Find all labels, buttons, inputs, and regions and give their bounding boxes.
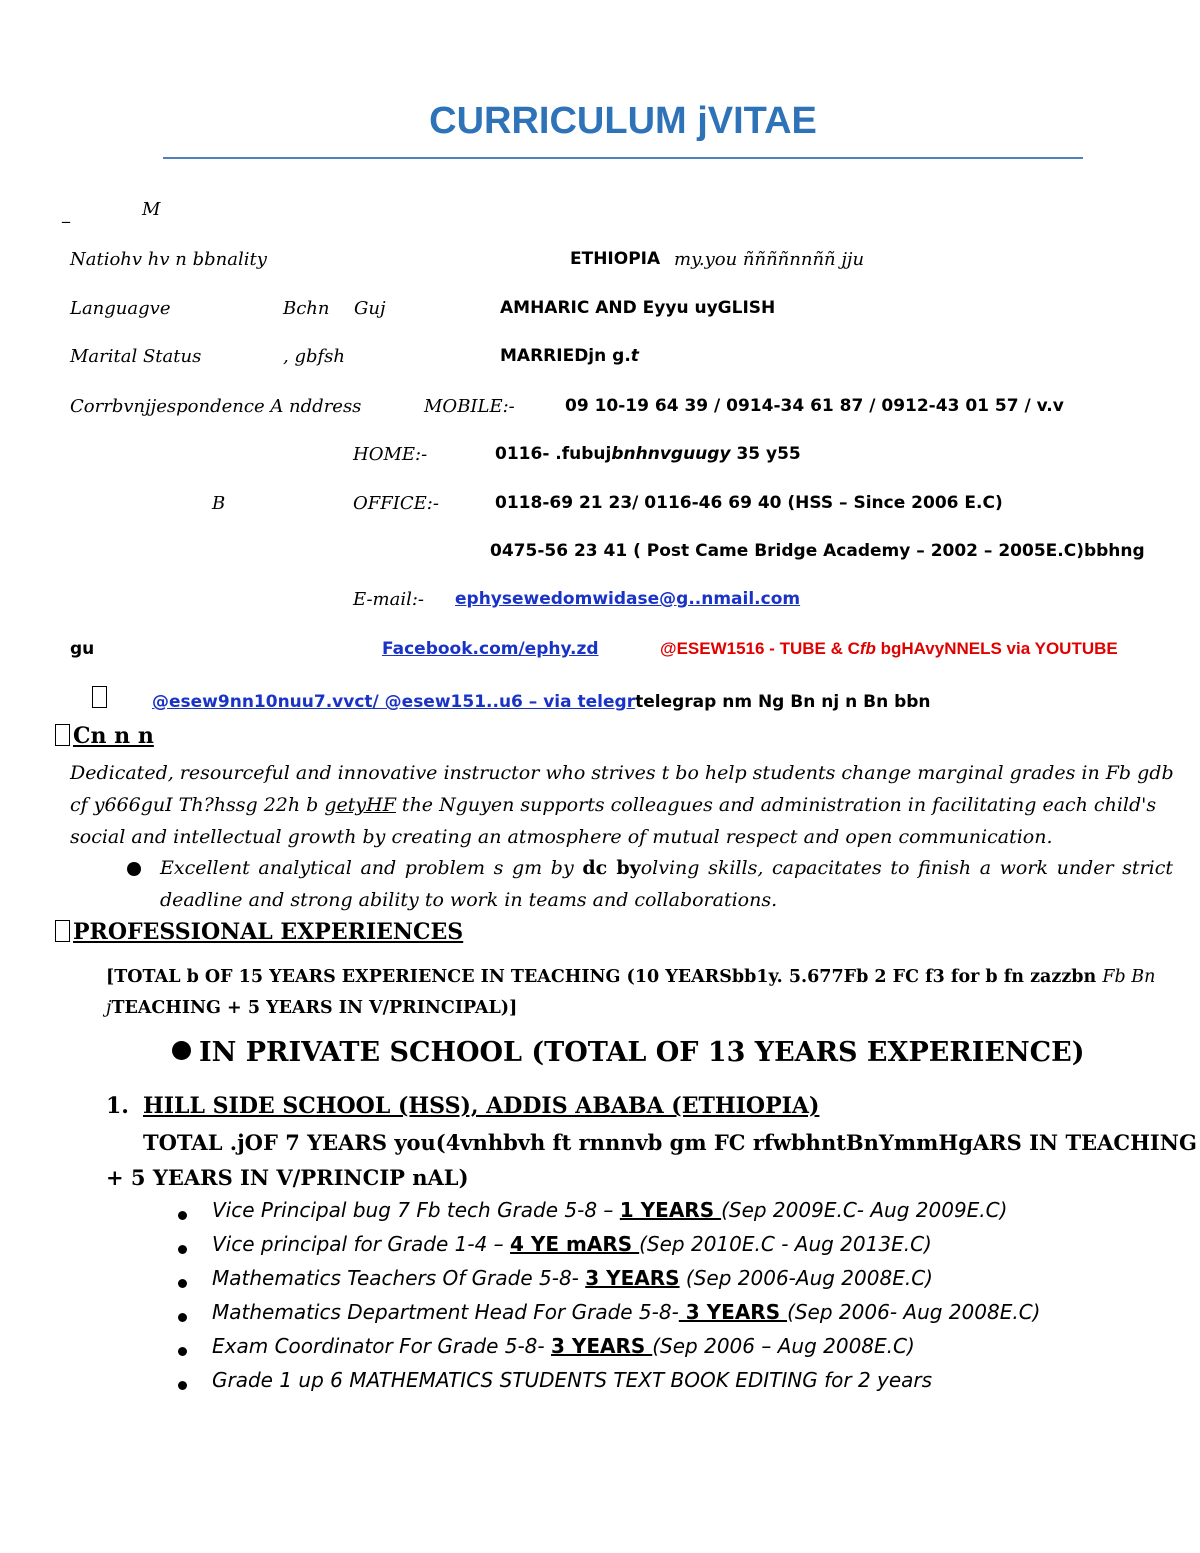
- school-total: TOTAL .jOF 7 YEARS you(4vnhbvh ft rnnnvb gm FC rfwbhntBnYmmHgARS IN TEACHING: [143, 1130, 1197, 1155]
- private-bullet-icon: [172, 1041, 191, 1060]
- role-item: Vice Principal bug 7 Fb tech Grade 5-8 – 1 YEARS (Sep 2009E.C- Aug 2009E.C): [212, 1198, 1008, 1222]
- office-value-2: 0475-56 23 41 ( Post Came Bridge Academy – 2002 – 2005E.C)bbhng: [490, 541, 1145, 561]
- telegram-icon: [92, 686, 110, 709]
- objective-bullet: Excellent analytical and problem s gm by dc byolving skills, capacitates to finish a work under strict deadline and strong ability to work in teams and collaborations.: [160, 857, 1173, 911]
- role-item: Mathematics Department Head For Grade 5-8- 3 YEARS (Sep 2006- Aug 2008E.C): [212, 1300, 1041, 1324]
- facebook-link[interactable]: Facebook.com/ephy.zd: [382, 639, 599, 659]
- marital-label: Marital Status: [70, 346, 202, 367]
- section-box-icon: [55, 724, 70, 746]
- youtube-italic: fb: [859, 639, 876, 658]
- b-letter: B: [212, 493, 226, 514]
- role-bullet-icon: [178, 1381, 187, 1390]
- experience-heading: PROFESSIONAL EXPERIENCES: [73, 919, 464, 945]
- section-box-icon-2: [55, 920, 70, 942]
- language-label: Languagve: [70, 298, 171, 319]
- email-link[interactable]: ephysewedomwidase@g..nmail.com: [455, 589, 801, 609]
- dash-mark: _: [62, 204, 70, 223]
- role-bullet-icon: [178, 1245, 187, 1254]
- marital-mid: , gbfsh: [283, 346, 345, 367]
- office-value: 0118-69 21 23/ 0116-46 69 40 (HSS – Since 2006 E.C): [495, 493, 1003, 513]
- experience-summary: [TOTAL b OF 15 YEARS EXPERIENCE IN TEACHING (10 YEARSbb1y. 5.677Fb 2 FC f3 for b fn zazzbn Fb Bn jTEACHING + 5 YEARS IN V/PRINCIPAL)]: [106, 967, 1156, 1018]
- nationality-extra: my.you ññññnnññ jju: [674, 249, 865, 270]
- role-bullet-icon: [178, 1279, 187, 1288]
- address-label: Corrbvnjjespondence A nddress: [70, 396, 362, 417]
- title-underline: [163, 157, 1083, 159]
- objective-heading: Cn n n: [73, 723, 154, 749]
- school-total-2: + 5 YEARS IN V/PRINCIP nAL): [106, 1165, 469, 1190]
- nationality-value: ETHIOPIA: [570, 249, 661, 269]
- telegram-link[interactable]: @esew9nn10nuu7.vvct/ @esew151..u6 – via telegr: [152, 692, 636, 712]
- language-mid2: Guj: [354, 298, 386, 319]
- home-value-a: 0116- .fubuj: [495, 444, 612, 464]
- role-item: Mathematics Teachers Of Grade 5-8- 3 YEARS (Sep 2006-Aug 2008E.C): [212, 1266, 933, 1290]
- youtube-text: @ESEW1516 - TUBE & C: [660, 639, 860, 658]
- m-mark: M: [142, 199, 161, 220]
- school-name: HILL SIDE SCHOOL (HSS), ADDIS ABABA (ETHIOPIA): [142, 1093, 820, 1119]
- language-mid1: Bchn: [283, 298, 330, 319]
- bullet-icon: [127, 861, 141, 880]
- telegram-rest: telegrap nm Ng Bn nj n Bn bbn: [635, 692, 931, 712]
- home-value-c: 35 y55: [730, 444, 801, 464]
- role-item: Exam Coordinator For Grade 5-8- 3 YEARS (Sep 2006 – Aug 2008E.C): [212, 1334, 915, 1358]
- role-bullet-icon: [178, 1347, 187, 1356]
- role-item: Vice principal for Grade 1-4 – 4 YE mARS (Sep 2010E.C - Aug 2013E.C): [212, 1232, 932, 1256]
- school-number: 1.: [106, 1093, 129, 1119]
- office-label: OFFICE:-: [353, 493, 439, 514]
- home-label: HOME:-: [353, 444, 428, 465]
- objective-paragraph: Dedicated, resourceful and innovative instructor who strives t bo help students change marginal grades in Fb gdb cf y666guI Th?hssg 22h b getyHF the Nguyen supports colleagues and administration in facilitating each child's social and intellectual growth by creating an atmosphere of mutual respect and open communication.: [70, 762, 1174, 848]
- language-value: AMHARIC AND Eyyu uyGLISH: [500, 298, 776, 318]
- youtube-rest: bgHAvyNNELS via YOUTUBE: [875, 639, 1118, 658]
- mobile-label: MOBILE:-: [424, 396, 515, 417]
- gu-text: gu: [70, 639, 95, 659]
- email-label: E-mail:-: [353, 589, 425, 610]
- home-value-b: bnhnvguugy: [611, 444, 731, 464]
- private-heading: IN PRIVATE SCHOOL (TOTAL OF 13 YEARS EXPERIENCE): [199, 1037, 1085, 1068]
- mobile-value: 09 10-19 64 39 / 0914-34 61 87 / 0912-43 01 57 / v.v: [565, 396, 1064, 416]
- role-item: Grade 1 up 6 MATHEMATICS STUDENTS TEXT BOOK EDITING for 2 years: [212, 1368, 933, 1392]
- marital-value: MARRIEDjn g.: [500, 346, 631, 366]
- role-bullet-icon: [178, 1211, 187, 1220]
- page-title: CURRICULUM jVITAE: [429, 100, 817, 142]
- nationality-label: Natiohv hv n bbnality: [70, 249, 267, 270]
- marital-tail: t: [630, 346, 639, 366]
- role-bullet-icon: [178, 1313, 187, 1322]
